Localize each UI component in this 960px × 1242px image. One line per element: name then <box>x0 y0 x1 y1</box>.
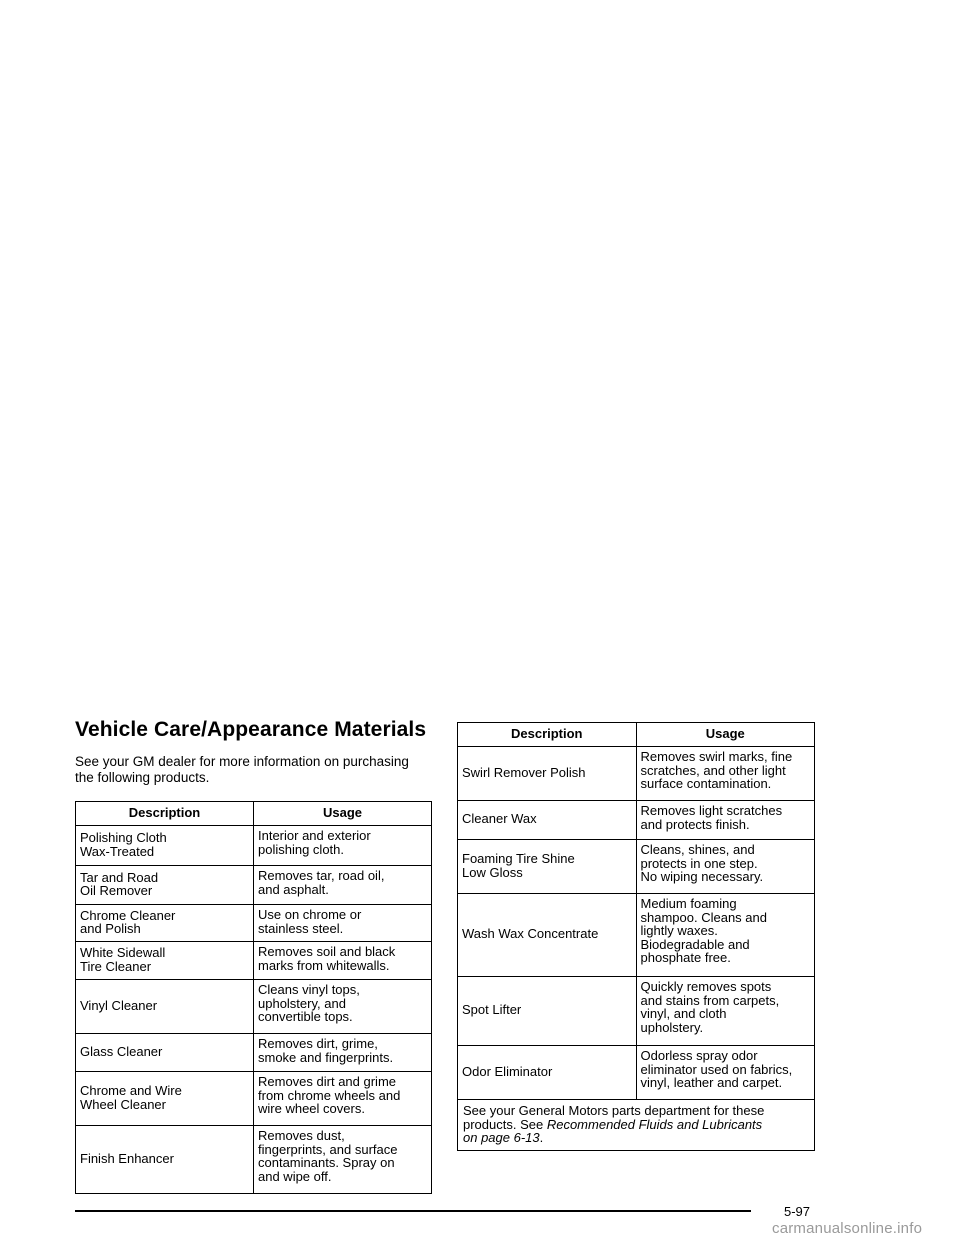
product-usage: Removes light scratches and protects finish. <box>636 801 815 840</box>
product-usage: Quickly removes spots and stains from carpets, vinyl, and cloth upholstery. <box>636 977 815 1046</box>
care-products-table-right <box>457 722 815 1151</box>
left-column <box>75 718 432 1194</box>
product-usage: Cleans, shines, and protects in one step. No wiping necessary. <box>636 840 815 894</box>
table-row <box>76 942 432 980</box>
footer-note-text: See your General Motors parts department for these products. See <box>463 1103 765 1132</box>
table-row <box>76 980 432 1034</box>
header-usage: Usage <box>254 802 432 826</box>
table-header-row <box>458 723 815 747</box>
product-usage: Medium foaming shampoo. Cleans and lightly waxes. Biodegradable and phosphate free. <box>636 894 815 977</box>
product-usage: Interior and exterior polishing cloth. <box>254 826 432 866</box>
table-row <box>76 1034 432 1072</box>
product-usage: Use on chrome or stainless steel. <box>254 905 432 942</box>
section-title: Vehicle Care/Appearance Materials <box>75 718 427 741</box>
product-description: Vinyl Cleaner <box>76 980 254 1034</box>
table-row <box>76 905 432 942</box>
header-description: Description <box>458 723 637 747</box>
product-usage: Cleans vinyl tops, upholstery, and convertible tops. <box>254 980 432 1034</box>
table-row <box>76 1126 432 1194</box>
page-number: 5-97 <box>784 1204 811 1219</box>
table-row <box>458 840 815 894</box>
footer-note-end: . <box>539 1130 544 1145</box>
product-description: Glass Cleaner <box>76 1034 254 1072</box>
product-description: Polishing Cloth Wax-Treated <box>76 826 254 866</box>
product-usage: Removes dirt and grime from chrome wheels and wire wheel covers. <box>254 1072 432 1126</box>
table-row <box>458 977 815 1046</box>
table-row <box>458 894 815 977</box>
product-description: Tar and Road Oil Remover <box>76 866 254 905</box>
table-row <box>458 801 815 840</box>
product-description: Wash Wax Concentrate <box>458 894 637 977</box>
intro-paragraph: See your GM dealer for more information on purchasing the following products. <box>75 754 409 785</box>
product-description: Spot Lifter <box>458 977 637 1046</box>
header-usage: Usage <box>636 723 815 747</box>
product-description: Chrome Cleaner and Polish <box>76 905 254 942</box>
care-products-table-left <box>75 801 432 1194</box>
product-usage: Removes soil and black marks from whitewalls. <box>254 942 432 980</box>
product-usage: Removes tar, road oil, and asphalt. <box>254 866 432 905</box>
cross-reference-link[interactable]: Recommended Fluids and Lubricants on page 6-13 <box>463 1116 763 1145</box>
table-row <box>458 1046 815 1100</box>
product-usage: Odorless spray odor eliminator used on fabrics, vinyl, leather and carpet. <box>636 1046 815 1100</box>
product-description: White Sidewall Tire Cleaner <box>76 942 254 980</box>
table-row <box>76 826 432 866</box>
table-footer-row <box>458 1100 815 1151</box>
table-row <box>458 747 815 801</box>
product-usage: Removes dirt, grime, smoke and fingerprints. <box>254 1034 432 1072</box>
product-description: Foaming Tire Shine Low Gloss <box>458 840 637 894</box>
product-description: Cleaner Wax <box>458 801 637 840</box>
product-usage: Removes dust, fingerprints, and surface contaminants. Spray on and wipe off. <box>254 1126 432 1194</box>
product-usage: Removes swirl marks, fine scratches, and other light surface contamination. <box>636 747 815 801</box>
watermark: carmanualsonline.info <box>772 1220 923 1237</box>
product-description: Chrome and Wire Wheel Cleaner <box>76 1072 254 1126</box>
footer-rule <box>75 1210 751 1212</box>
table-row <box>76 866 432 905</box>
product-description: Finish Enhancer <box>76 1126 254 1194</box>
product-description: Odor Eliminator <box>458 1046 637 1100</box>
product-description: Swirl Remover Polish <box>458 747 637 801</box>
right-column <box>457 722 815 1151</box>
footer-note <box>458 1100 815 1151</box>
table-row <box>76 1072 432 1126</box>
header-description: Description <box>76 802 254 826</box>
table-header-row <box>76 802 432 826</box>
